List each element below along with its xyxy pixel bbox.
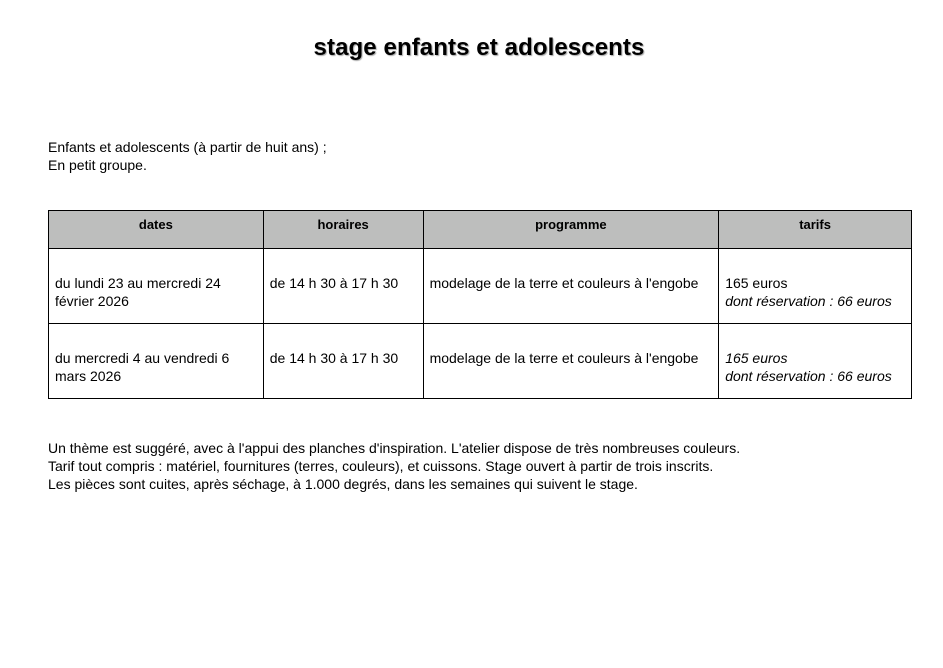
page-title: stage enfants et adolescents [313, 34, 645, 61]
cell-programme: modelage de la terre et couleurs à l'engobe [423, 324, 719, 399]
cell-horaires: de 14 h 30 à 17 h 30 [263, 324, 423, 399]
cell-dates: du lundi 23 au mercredi 24 février 2026 [49, 249, 264, 324]
cell-programme: modelage de la terre et couleurs à l'engobe [423, 249, 719, 324]
tarif-reservation: dont réservation : 66 euros [725, 368, 892, 384]
schedule-table [48, 210, 912, 399]
footer-line-tarif: Tarif tout compris : matériel, fournitures (terres, couleurs), et cuissons. Stage ouvert à partir de trois inscrits. [48, 458, 714, 474]
tarif-price: 165 euros [725, 275, 788, 291]
table-header-row [49, 211, 912, 249]
footer-notes [48, 439, 740, 493]
header-horaires: horaires [263, 211, 423, 249]
intro-line-age: Enfants et adolescents (à partir de huit ans) ; [48, 139, 327, 155]
table-row [49, 324, 912, 399]
intro-text [48, 138, 327, 174]
header-dates: dates [49, 211, 264, 249]
footer-line-theme: Un thème est suggéré, avec à l'appui des planches d'inspiration. L'atelier dispose de très nombreuses couleurs. [48, 440, 741, 456]
intro-line-group: En petit groupe. [48, 157, 147, 173]
footer-line-cuisson: Les pièces sont cuites, après séchage, à 1.000 degrés, dans les semaines qui suivent le stage. [48, 476, 638, 492]
header-tarifs: tarifs [719, 211, 912, 249]
tarif-reservation: dont réservation : 66 euros [725, 293, 892, 309]
cell-dates: du mercredi 4 au vendredi 6 mars 2026 [49, 324, 264, 399]
cell-horaires: de 14 h 30 à 17 h 30 [263, 249, 423, 324]
header-programme: programme [423, 211, 719, 249]
table-row [49, 249, 912, 324]
cell-tarifs [719, 324, 912, 399]
tarif-price: 165 euros [725, 350, 788, 366]
cell-tarifs [719, 249, 912, 324]
